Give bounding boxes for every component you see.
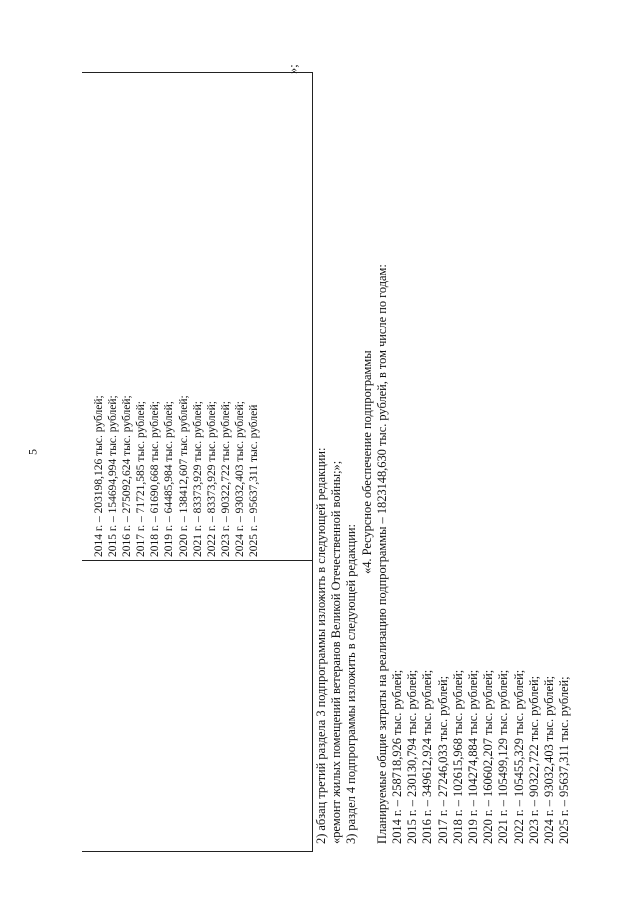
- amendment-text: [314, 84, 572, 844]
- table-funding-cell: [92, 87, 261, 557]
- table-year-line: 2021 г. – 83373,929 тыс. рублей;: [191, 401, 204, 557]
- funding-year-line: 2020 г. – 160602,207 тыс. рублей;: [481, 669, 496, 844]
- table-year-line: 2015 г. – 154694,994 тыс. рублей;: [107, 395, 120, 557]
- funding-year-line: 2017 г. – 27246,033 тыс. рублей;: [435, 675, 450, 844]
- page-number: 5: [25, 449, 40, 455]
- funding-year-line: 2018 г. – 102615,968 тыс. рублей;: [450, 669, 465, 844]
- item-3-text: 3) раздел 4 подпрограммы изложить в следующей редакции:: [344, 524, 359, 844]
- table-year-line: 2022 г. – 83373,929 тыс. рублей;: [205, 401, 218, 557]
- funding-year-line: 2025 г. – 95637,311 тыс. рублей;: [557, 676, 572, 844]
- table-year-line: 2024 г. – 93032,403 тыс. рублей;: [233, 401, 246, 557]
- table-year-line: 2025 г. – 95637,311 тыс. рублей: [248, 404, 261, 557]
- rotated-document-page: [82, 64, 622, 852]
- funding-year-line: 2024 г. – 93032,403 тыс. рублей;: [542, 675, 557, 844]
- table-year-line: 2020 г. – 138412,607 тыс. рублей;: [177, 395, 190, 557]
- table-year-line: 2016 г. – 275092,624 тыс. рублей;: [121, 395, 134, 557]
- section-4-heading: «4. Ресурсное обеспечение подпрограммы: [359, 350, 374, 574]
- table-year-line: 2017 г. – 71721,585 тыс. рублей;: [135, 401, 148, 557]
- table-year-line: 2023 г. – 90322,722 тыс. рублей;: [219, 401, 232, 557]
- funding-summary: Планируемые общие затраты на реализацию подпрограммы – 1823148,630 тыс. рублей, в том числе по годам:: [374, 264, 389, 844]
- resource-table-fragment: [82, 72, 313, 852]
- funding-year-line: 2019 г. – 104274,884 тыс. рублей;: [466, 669, 481, 844]
- table-column-divider: [82, 560, 312, 561]
- funding-year-line: 2021 г. – 105499,129 тыс. рублей;: [496, 669, 511, 844]
- table-year-line: 2014 г. – 203198,126 тыс. рублей;: [93, 395, 105, 557]
- table-year-line: 2019 г. – 64485,984 тыс. рублей;: [163, 401, 176, 557]
- funding-year-line: 2022 г. – 105455,329 тыс. рублей;: [511, 669, 526, 844]
- funding-year-line: 2015 г. – 230130,794 тыс. рублей;: [405, 669, 420, 844]
- table-closing-quote: »;: [286, 64, 300, 74]
- funding-year-line: 2014 г. – 258718,926 тыс. рублей;: [390, 669, 405, 844]
- item-2-quote: «ремонт жилых помещений ветеранов Великой Отечественной войны;»;: [329, 460, 344, 844]
- table-year-line: 2018 г. – 61690,668 тыс. рублей;: [149, 401, 162, 557]
- funding-year-line: 2023 г. – 90322,722 тыс. рублей;: [526, 675, 541, 844]
- funding-year-line: 2016 г. – 349612,924 тыс. рублей;: [420, 669, 435, 844]
- item-2-text: 2) абзац третий раздела 3 подпрограммы изложить в следующей редакции:: [314, 447, 328, 844]
